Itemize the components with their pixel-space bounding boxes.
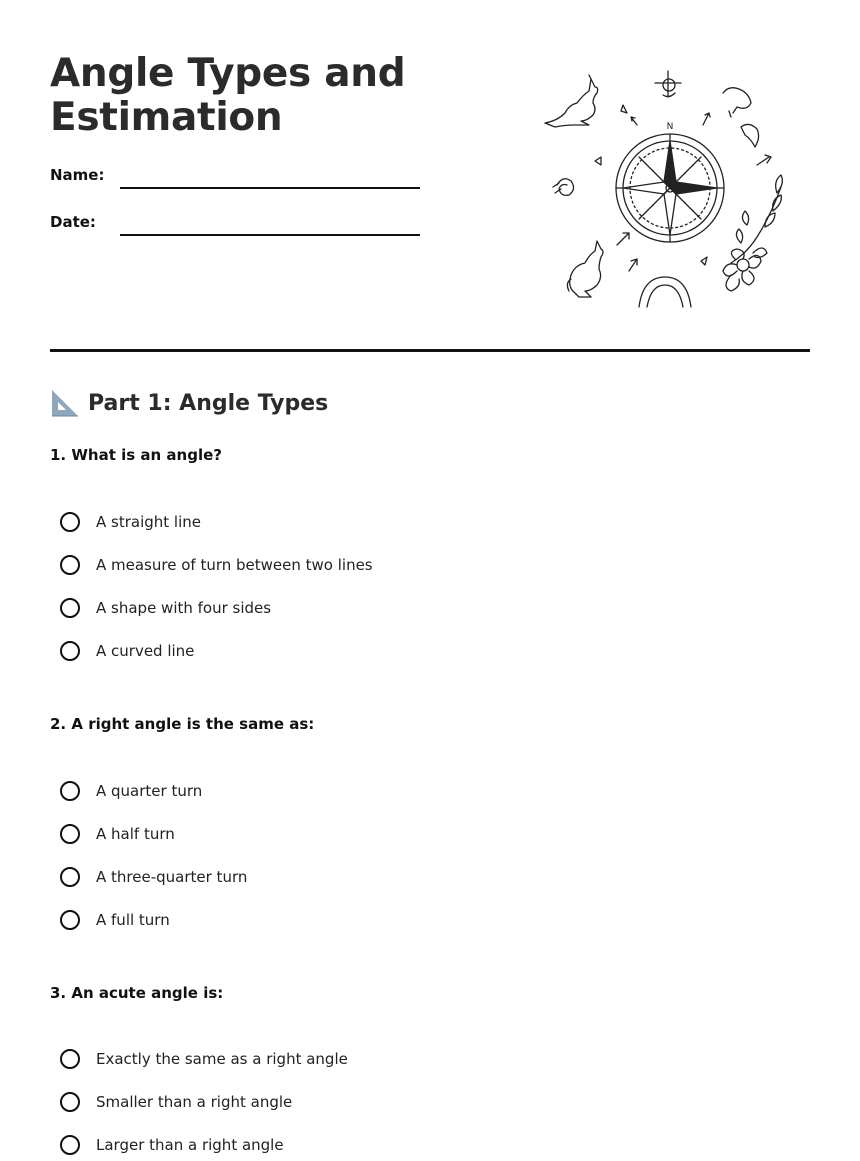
radio-circle-icon[interactable] <box>60 1135 80 1155</box>
part1-header <box>50 386 328 420</box>
part1-title: Part 1: Angle Types <box>88 390 329 416</box>
question-2-option-c[interactable] <box>60 864 247 890</box>
radio-circle-icon[interactable] <box>60 598 80 618</box>
option-label: A quarter turn <box>96 782 203 800</box>
name-line <box>120 187 420 189</box>
radio-circle-icon[interactable] <box>60 1049 80 1069</box>
question-2-option-b[interactable] <box>60 821 175 847</box>
option-label: Smaller than a right angle <box>96 1093 293 1111</box>
option-label: Exactly the same as a right angle <box>96 1050 348 1068</box>
option-label: A measure of turn between two lines <box>96 556 373 574</box>
question-2-option-a[interactable] <box>60 778 202 804</box>
question-3-option-a[interactable] <box>60 1046 348 1072</box>
date-line <box>120 234 420 236</box>
option-label: A three-quarter turn <box>96 868 248 886</box>
option-label: A straight line <box>96 513 201 531</box>
radio-circle-icon[interactable] <box>60 824 80 844</box>
option-label: Larger than a right angle <box>96 1136 284 1154</box>
question-2-prompt: 2. A right angle is the same as: <box>50 715 315 733</box>
radio-circle-icon[interactable] <box>60 1092 80 1112</box>
question-3-option-b[interactable] <box>60 1089 292 1115</box>
radio-circle-icon[interactable] <box>60 555 80 575</box>
radio-circle-icon[interactable] <box>60 910 80 930</box>
question-1-option-a[interactable] <box>60 509 201 535</box>
radio-circle-icon[interactable] <box>60 641 80 661</box>
name-label: Name: <box>50 166 105 184</box>
date-field[interactable] <box>120 212 424 236</box>
worksheet-title: Angle Types and Estimation <box>50 51 406 140</box>
option-label: A half turn <box>96 825 175 843</box>
header-divider <box>50 349 810 352</box>
question-1-option-b[interactable] <box>60 552 373 578</box>
question-1-option-c[interactable] <box>60 595 271 621</box>
option-label: A shape with four sides <box>96 599 272 617</box>
radio-circle-icon[interactable] <box>60 781 80 801</box>
date-label: Date: <box>50 213 96 231</box>
option-label: A full turn <box>96 911 170 929</box>
compass-north-label: N <box>666 122 674 132</box>
name-field[interactable] <box>120 165 424 189</box>
option-label: A curved line <box>96 642 195 660</box>
compass-animals-illustration-icon <box>535 65 795 315</box>
question-3-option-c[interactable] <box>60 1132 284 1158</box>
radio-circle-icon[interactable] <box>60 867 80 887</box>
question-3-prompt: 3. An acute angle is: <box>50 984 224 1002</box>
question-2-option-d[interactable] <box>60 907 170 933</box>
question-1-option-d[interactable] <box>60 638 194 664</box>
set-square-icon <box>50 388 80 418</box>
radio-circle-icon[interactable] <box>60 512 80 532</box>
question-1-prompt: 1. What is an angle? <box>50 446 222 464</box>
